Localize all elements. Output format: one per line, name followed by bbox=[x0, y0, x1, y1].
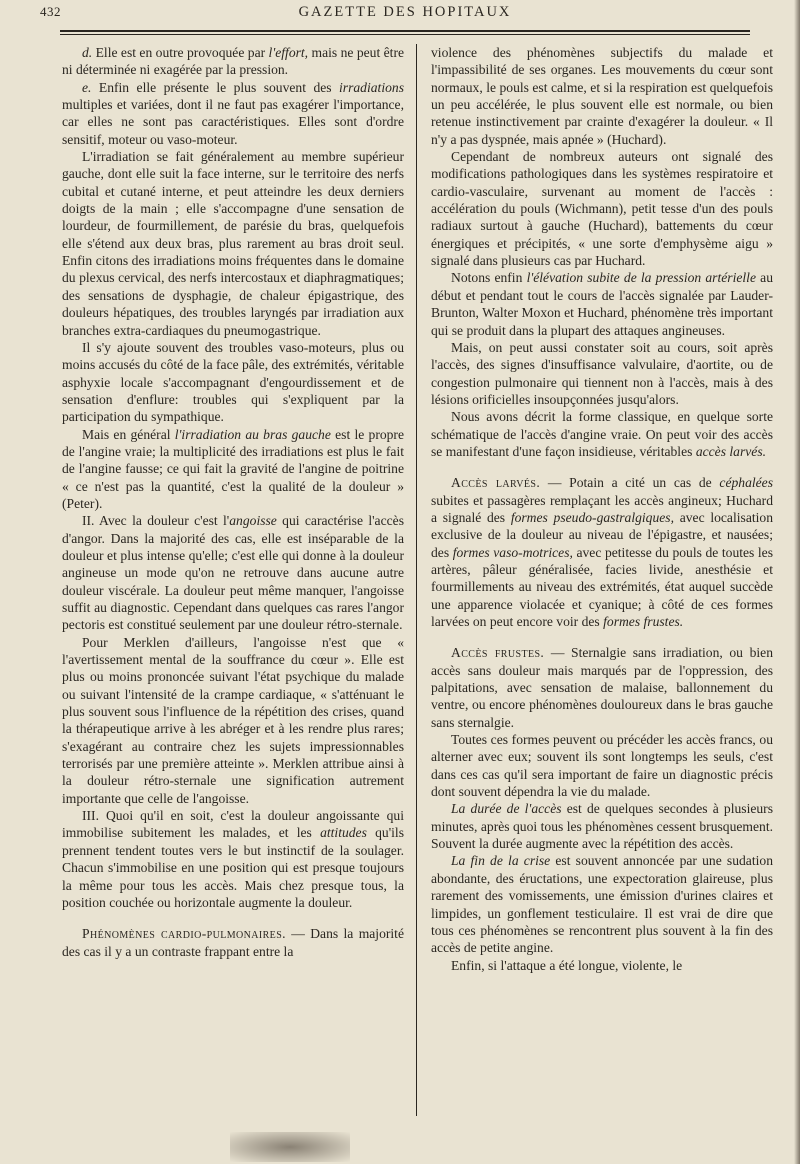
text: qui caractérise l'accès d'angor. Dans la majorité des cas, elle est inséparable de la douleur et plus intense qu'elle; c'est elle qui donne à la douleur angineuse un mode qu'on ne retrouve dans aucune autre douleur viscérale. La douleur peut même manquer, l'angoisse suffit au diagnostic. Cependant dans quelques cas rares l'angor pectoris est constitué seulement par une douleur rétro-sternale. bbox=[62, 513, 404, 633]
emphasis: formes vaso-motrices, bbox=[452, 544, 573, 560]
paragraph-merklen: Pour Merklen d'ailleurs, l'angoisse n'est que « l'avertissement mental de la souffrance du cœur ». Elle est plus ou moins prononcée suivant l'état psychique du malade ou suivant l'intensité de la crampe cardiaque, « s'atténuant le plus souvent sous l'influence de la répétition des crises, quand la thérapeutique arrive à les abréger et à les rendre plus rares; s'exagérant au contraire chez les sujets impressionnables terrorisés par une première atteinte ». Merklen attribue ainsi à la douleur rétro-sternale une signification autrement importante que celle de l'angoisse. bbox=[62, 634, 404, 806]
paragraph-toutes-ces-formes: Toutes ces formes peuvent ou précéder les accès francs, ou alterner avec eux; souvent ils sont longtemps les seuls, c'est dans ces cas qu'il sera important de faire un diagnostic précis dont souvent dépendra la vie du malade. bbox=[431, 732, 773, 800]
left-column bbox=[62, 44, 404, 960]
paragraph-bras-gauche bbox=[62, 426, 404, 513]
paragraph-attitudes bbox=[62, 807, 404, 911]
paragraph-modifications: Cependant de nombreux auteurs ont signalé des modifications pathologiques dans les systèmes respiratoire et cardio-vasculaire, survenant au moment de l'accès : accélération du pouls (Wichmann), petit tesse d'un des pouls radiaux surtout à gauche (Huchard), battements du cœur énergiques et précipités, « une sorte d'emphysème aigu » signalé dans plusieurs cas par Huchard. bbox=[431, 149, 773, 269]
text: est souvent annoncée par une sudation abondante, des éructations, une expectoration glaireuse, plus rarement des vomissements, une émission d'urines claires et limpides, un gonflement testiculaire. Il est vrai de dire que tous ces phénomènes se rencontrent plus souvent à la fin des accès de petite angine. bbox=[431, 853, 773, 956]
text: qu'ils prennent tendent toutes vers le but instinctif de la soulager. Chacun s'immobilise en une position qui est presque toujours la même pour tous les accès. Mais chez presque tous, la position couchée ou horizontale augmente la douleur. bbox=[62, 825, 404, 910]
emphasis: irradiations bbox=[339, 79, 404, 95]
header-rule-thick bbox=[60, 30, 750, 32]
emphasis: attitudes bbox=[320, 825, 367, 841]
text: III. Quoi qu'il en soit, c'est la douleur angoissante qui immobilise subitement les malades, et les bbox=[62, 808, 404, 841]
paragraph-violence: violence des phénomènes subjectifs du malade et l'impassibilité de ses organes. Les mouvements du cœur sont normaux, le pouls est calme, et si la respiration est quelquefois un peu accélérée, le plus souvent elle est normale, ou bien retenue instinctivement par crainte d'exagérer la douleur. « Il n'y a pas dyspnée, mais apnée » (Huchard). bbox=[431, 45, 773, 147]
paragraph-forme-classique bbox=[431, 408, 773, 460]
paragraph-acces-larves bbox=[431, 474, 773, 630]
text: — Dans la majorité des cas il y a un contraste frappant entre la bbox=[62, 926, 404, 959]
text: — Potain a cité un cas de bbox=[540, 475, 720, 491]
text: — Sternalgie sans irradiation, ou bien accès sans douleur mais marqués par de l'oppression, des palpitations, avec sensation de malaise, ballonnement du ventre, ou encore phénomènes douloureux dans le bras gauche sans sternalgie. bbox=[431, 645, 773, 730]
column-divider bbox=[416, 44, 417, 1116]
text: Enfin elle présente le plus souvent des bbox=[91, 79, 340, 95]
emphasis: céphalées bbox=[719, 475, 773, 491]
paragraph-duree bbox=[431, 800, 773, 852]
paragraph-irradiation-membre: L'irradiation se fait généralement au membre supérieur gauche, dont elle suit la face interne, sur le territoire des nerfs cubital et cutané interne, et peut atteindre les deux derniers doigts de la main ; elle s'accompagne d'une sensation de lourdeur, de fourmillement, de parésie du bras, quelquefois elle s'étend aux deux bras, plus rarement au bras droit seul. Enfin citons des irradiations moins fréquentes dans le domaine du plexus cervical, des nerfs intercostaux et diaphragmatiques; des sensations de dysphagie, de chaleur épigastrique, des douleurs hépatiques, des troubles laryngés par irradiation aux branches extra-cardiaques du pneumogastrique. bbox=[62, 149, 404, 338]
emphasis: l'effort, bbox=[268, 45, 309, 60]
text: mais ne peut être ni déterminée ni exagérée par la pression. bbox=[62, 45, 405, 78]
text: est le propre de l'angine vraie; la multiplicité des irradiations est plus le fait de l'angine fausse; ce qui fait la gravité de l'angine de poitrine « ce n'est pas la quantité, c'est la qualité de la douleur » (Peter). bbox=[62, 426, 404, 511]
emphasis: accès larvés. bbox=[695, 443, 767, 459]
paragraph-cardio-pulmonaires bbox=[62, 925, 404, 960]
paragraph-enfin: Enfin, si l'attaque a été longue, violente, le bbox=[451, 957, 683, 973]
emphasis: l'élévation subite de la pression artérielle bbox=[526, 270, 756, 286]
item-letter: d. bbox=[82, 45, 93, 60]
paragraph-vaso-moteurs: Il s'y ajoute souvent des troubles vaso-moteurs, plus ou moins accusés du côté de la face pâle, des extrémités, véritable asphyxie locale s'accompagnant d'engourdissement et de sensation d'enflure: troubles qui s'expliquent par la participation du sympathique. bbox=[62, 339, 404, 425]
text: est de quelques secondes à plusieurs minutes, après quoi tous les phénomènes cessent brusquement. Souvent la durée augmente avec la répétition des accès. bbox=[431, 801, 773, 852]
emphasis: formes frustes. bbox=[603, 614, 684, 629]
emphasis: La fin de la crise bbox=[451, 853, 551, 869]
text: subites et passagères remplaçant les accès angineux; Huchard a signalé des bbox=[431, 492, 773, 525]
text: Notons enfin bbox=[451, 270, 527, 286]
text: Elle est en outre provoquée par bbox=[92, 45, 269, 60]
header-rule-thin bbox=[60, 34, 750, 35]
paragraph-effort bbox=[62, 44, 404, 79]
paragraph-angoisse bbox=[62, 512, 404, 633]
text: multiples et variées, dont il ne faut pas exagérer l'importance, car elles ne sont pas caractéristiques. Elles sont d'ordre sensitif, moteur ou vaso-moteur. bbox=[62, 97, 404, 147]
scan-smudge bbox=[230, 1132, 350, 1162]
text: Mais en général bbox=[82, 426, 175, 442]
right-column bbox=[431, 44, 773, 974]
text: avec petitesse du pouls de toutes les artères, pâleur généralisée, facies livide, anesthésie et fourmillements au niveau des extrémités, état auquel succède une apparence violacée et cyanique; à côté de ces formes larvées on peut encore voir des bbox=[431, 544, 774, 629]
paragraph-insuffisance: Mais, on peut aussi constater soit au cours, soit après l'accès, des signes d'insuffisance valvulaire, d'aortite, ou de congestion pulmonaire qui tiennent non à l'accès, mais à des lésions orificielles insoupçonnées jusqu'alors. bbox=[431, 339, 773, 407]
text: au début et pendant tout le cours de l'accès signalée par Lauder-Brunton, Walter Moxon et Huchard, phénomène très important qui se produit dans la plupart des attaques angineuses. bbox=[431, 270, 773, 338]
paragraph-irradiations bbox=[62, 79, 404, 148]
emphasis: La durée de l'accès bbox=[451, 801, 562, 817]
paragraph-acces-frustes bbox=[431, 644, 773, 731]
paragraph-pression-arterielle bbox=[431, 269, 773, 338]
text: avec localisation exclusive de la douleur au niveau de l'épigastre, et nausées; des bbox=[431, 509, 773, 560]
text: Nous avons décrit la forme classique, en quelque sorte schématique de l'accès d'angine vraie. On peut voir des accès se manifestant d'une façon insidieuse, véritables bbox=[431, 409, 773, 459]
emphasis: angoisse bbox=[229, 513, 277, 529]
running-title: GAZETTE DES HOPITAUX bbox=[298, 4, 512, 20]
page-edge-shadow bbox=[794, 0, 800, 1164]
section-heading: Phénomènes cardio-pulmonaires. bbox=[82, 926, 286, 942]
paragraph-fin-crise bbox=[431, 852, 773, 956]
item-letter: e. bbox=[82, 79, 92, 95]
section-heading: Accès frustes. bbox=[451, 645, 545, 661]
emphasis: l'irradiation au bras gauche bbox=[174, 426, 331, 442]
section-heading: Accès larvés. bbox=[451, 475, 541, 491]
text: II. Avec la douleur c'est l' bbox=[82, 513, 230, 529]
emphasis: formes pseudo-gastralgiques, bbox=[510, 509, 674, 525]
page-number: 432 bbox=[40, 4, 61, 19]
